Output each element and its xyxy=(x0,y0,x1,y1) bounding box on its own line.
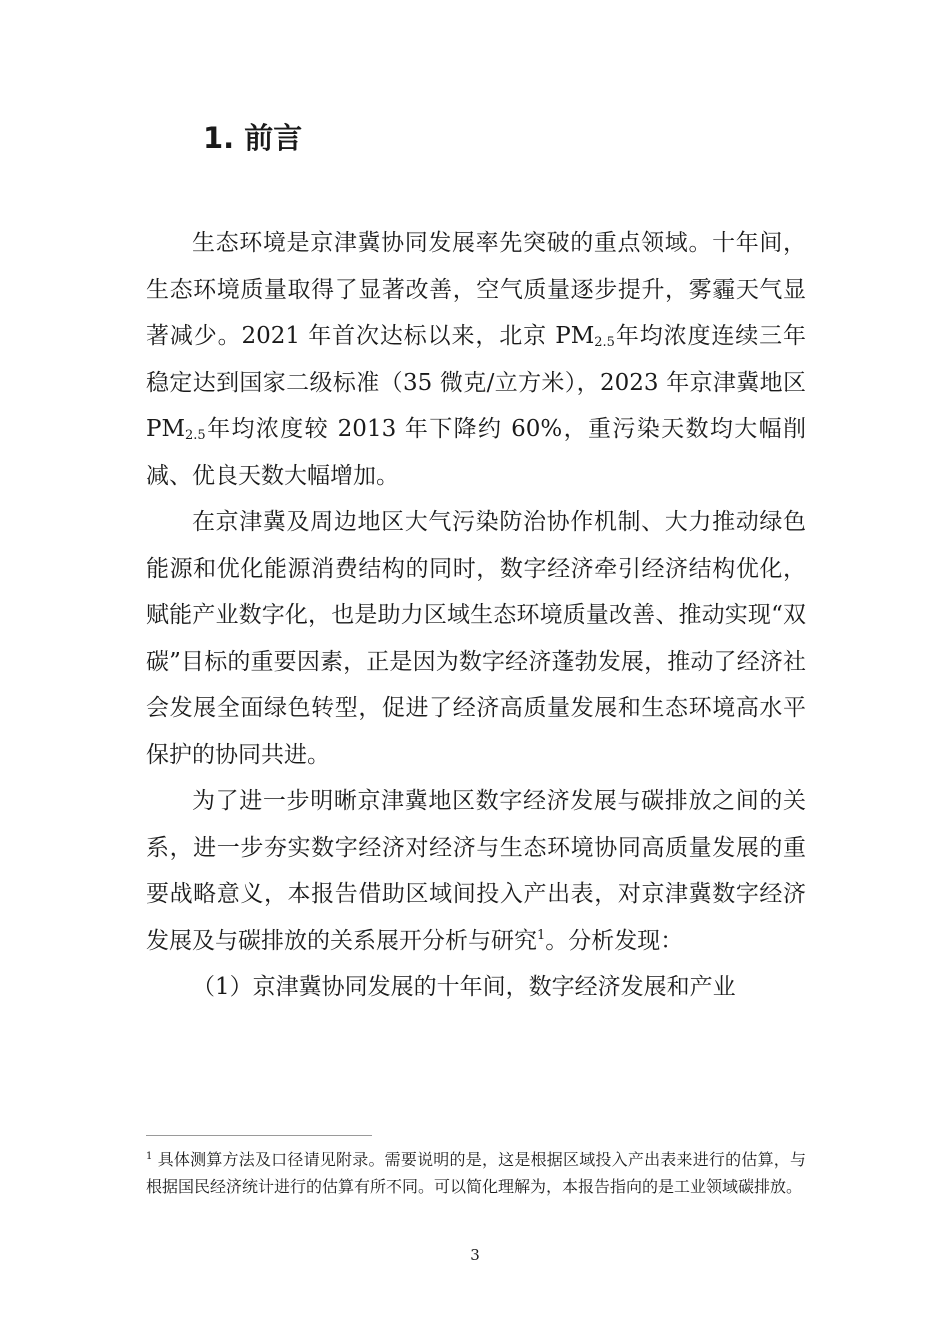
footnote xyxy=(146,1147,806,1200)
footnote-divider xyxy=(146,1135,372,1136)
body-text xyxy=(146,220,806,1011)
footnote-reference[interactable]: 1 xyxy=(537,927,546,943)
footnote-text: 具体测算方法及口径请见附录。需要说明的是，这是根据区域投入产出表来进行的估算，与根据国民经济统计进行的估算有所不同。可以简化理解为，本报告指向的是工业领域碳排放。 xyxy=(146,1150,806,1196)
section-heading: 1. 前言 xyxy=(203,121,303,155)
pm25-subscript: 2.5 xyxy=(594,335,615,350)
paragraph-1-text-c: 年均浓度较 2013 年下降约 60%，重污染天数均大幅削减、优良天数大幅增加。 xyxy=(146,416,806,489)
paragraph-4: （1）京津冀协同发展的十年间，数字经济发展和产业 xyxy=(192,974,736,1000)
page-number: 3 xyxy=(470,1246,480,1264)
paragraph-3 xyxy=(146,778,806,964)
footnote-marker: 1 xyxy=(146,1151,153,1162)
paragraph-1-text-b: 年均浓度连续三年稳定达到国家二级标准（35 微克/立方米），2023 年京津冀地区 PM xyxy=(146,323,806,442)
pm25-subscript: 2.5 xyxy=(185,428,206,443)
paragraph-3-text-b: 。分析发现： xyxy=(545,927,684,954)
paragraph-2: 在京津冀及周边地区大气污染防治协作机制、大力推动绿色能源和优化能源消费结构的同时，数字经济牵引经济结构优化，赋能产业数字化，也是助力区域生态环境质量改善、推动实现“双碳”目标的重要因素，正是因为数字经济蓬勃发展，推动了经济社会发展全面绿色转型，促进了经济高质量发展和生态环境高水平保护的协同共进。 xyxy=(146,509,806,768)
paragraph-3-text-a: 为了进一步明晰京津冀地区数字经济发展与碳排放之间的关系，进一步夯实数字经济对经济与生态环境协同高质量发展的重要战略意义，本报告借助区域间投入产出表，对京津冀数字经济发展及与碳排放的关系展开分析与研究 xyxy=(146,788,806,954)
paragraph-1-text-a: 生态环境是京津冀协同发展率先突破的重点领域。十年间，生态环境质量取得了显著改善，空气质量逐步提升，雾霾天气显著减少。2021 年首次达标以来，北京 PM xyxy=(146,230,806,349)
paragraph-1 xyxy=(146,220,806,499)
